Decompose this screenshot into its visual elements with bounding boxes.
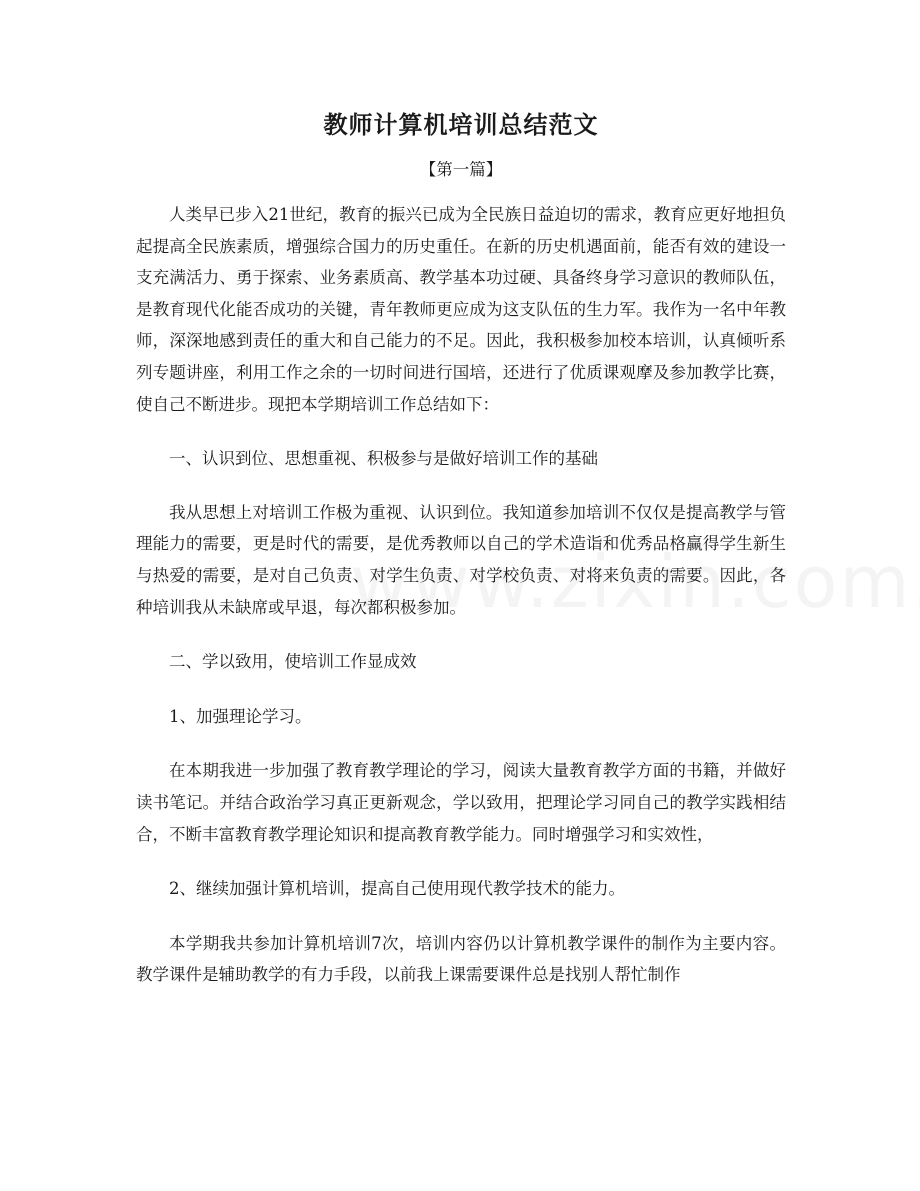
document-page [136,100,786,991]
section-heading-2: 二、学以致用，使培训工作显成效 [169,652,417,672]
intro-paragraph: 人类早已步入21世纪，教育的振兴已成为全民族日益迫切的需求，教育应更好地担负起提高全民族素质，增强综合国力的历史重任。在新的历史机遇面前，能否有效的建设一支充满活力、勇于探索、业务素质高、教学基本功过硬、具备终身学习意识的教师队伍，是教育现代化能否成功的关键，青年教师更应成为这支队伍的生力军。我作为一名中年教师，深深地感到责任的重大和自己能力的不足。因此，我积极参加校本培训，认真倾听系列专题讲座，利用工作之余的一切时间进行国培，还进行了优质课观摩及参加教学比赛，使自己不断进步。现把本学期培训工作总结如下： [136,205,786,414]
section-label: 【第一篇】 [419,160,503,179]
body-paragraph: 我从思想上对培训工作极为重视、认识到位。我知道参加培训不仅仅是提高教学与管理能力的需要，更是时代的需要，是优秀教师以自己的学术造诣和优秀品格赢得学生新生与热爱的需要，是对自己负责、对学生负责、对学校负责、对将来负责的需要。因此，各种培训我从未缺席或早退，每次都积极参加。 [136,502,786,617]
subsection-heading-2: 2、继续加强计算机培训，提高自己使用现代教学技术的能力。 [169,879,625,899]
section-heading-1: 一、认识到位、思想重视、积极参与是做好培训工作的基础 [169,449,598,469]
body-paragraph: 在本期我进一步加强了教育教学理论的学习，阅读大量教育教学方面的书籍，并做好读书笔记。并结合政治学习真正更新观念，学以致用，把理论学习同自己的教学实践相结合，不断丰富教育教学理论知识和提高教育教学能力。同时增强学习和实效性， [136,761,786,844]
subsection-heading-1: 1、加强理论学习。 [169,706,312,726]
body-paragraph: 本学期我共参加计算机培训7次，培训内容仍以计算机教学课件的制作为主要内容。教学课件是辅助教学的有力手段，以前我上课需要课件总是找别人帮忙制作 [136,933,786,985]
document-title: 教师计算机培训总结范文 [323,110,599,139]
